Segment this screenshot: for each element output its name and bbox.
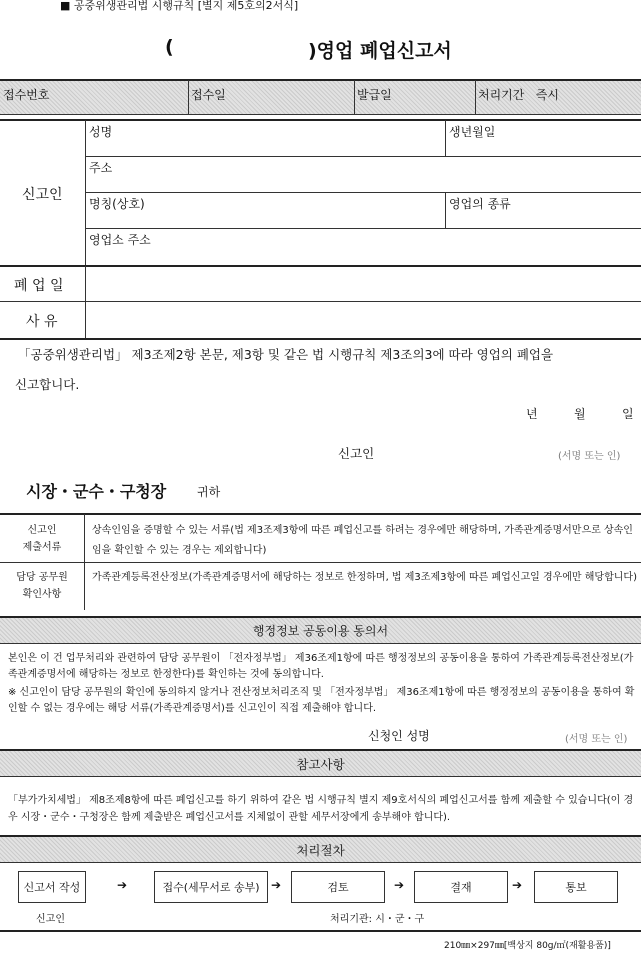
- procedure-header: 처리절차: [296, 843, 345, 858]
- arrow-icon: ➔: [394, 878, 405, 892]
- arrow-icon: ➔: [512, 878, 523, 892]
- year-label: 년: [526, 407, 538, 421]
- consent-text: 본인은 이 건 업무처리와 관련하여 담당 공무원이 「전자정부법」 제36조제1항에 따른 행정정보의 공동이용을 통하여 가족관계등록전산정보(가족관계증명서에 해당하는 정보로 한정한다)를 확인하는 것에 동의합니다.: [8, 653, 634, 680]
- reference-header: 참고사항: [296, 757, 345, 772]
- day-label: 일: [622, 407, 634, 421]
- reference-text: 「부가가치세법」 제8조제8항에 따른 폐업신고를 하기 위하여 같은 법 시행규칙 별지 제9호서식의 폐업신고서를 함께 제출할 수 있습니다(이 경우 시장・군수・구청장은 함께 제출받은 폐업신고서를 지체없이 관할 세무서장에게 송부해야 합니다).: [8, 795, 634, 823]
- verify-label-line1: 담당 공무원: [16, 572, 68, 583]
- issue-date-label: 발급일: [357, 88, 392, 102]
- address-label: 주소: [89, 161, 113, 175]
- step-notification: 통보: [534, 871, 618, 903]
- page-title: )영업 폐업신고서: [308, 40, 452, 62]
- reporter-section-label: 신고인: [22, 187, 63, 203]
- paper-spec-footer: 210㎜×297㎜[백상지 80g/㎡(재활용품)]: [444, 941, 611, 951]
- addressee-name: 시장・군수・구청장: [26, 482, 167, 501]
- statement-line-1: 「공중위생관리법」 제3조제2항 본문, 제3항 및 같은 법 시행규칙 제3조의3에 따라 영업의 폐업을: [18, 347, 554, 362]
- submit-docs-label-line2: 제출서류: [22, 542, 62, 553]
- signature-note: (서명 또는 인): [558, 451, 621, 462]
- step-approval: 결재: [414, 871, 508, 903]
- step-write-form: 신고서 작성: [18, 871, 86, 903]
- business-address-label: 영업소 주소: [89, 233, 151, 247]
- consent-header: 행정정보 공동이용 동의서: [252, 624, 389, 638]
- procedure-left-caption: 신고인: [36, 914, 65, 925]
- submit-docs-label: [0, 522, 84, 556]
- birth-date-label: 생년월일: [449, 125, 496, 139]
- closure-date-label: 폐 업 일: [14, 278, 64, 294]
- reason-label: 사 유: [26, 314, 58, 330]
- verify-label-line2: 확인사항: [22, 589, 62, 600]
- submit-docs-text: 상속인임을 증명할 수 있는 서류(법 제3조제3항에 따른 폐업신고를 하려는 경우에만 해당하며, 가족관계증명서만으로 상속인임을 확인할 수 있는 경우는 제외합니다): [92, 525, 633, 556]
- procedure-right-caption: 처리기관: 시・군・구: [330, 914, 425, 925]
- arrow-icon: ➔: [117, 878, 128, 892]
- form-reference: ■ 공중위생관리법 시행규칙 [별지 제5호의2서식]: [60, 0, 299, 12]
- month-label: 월: [574, 407, 586, 421]
- arrow-icon: ➔: [271, 878, 282, 892]
- receipt-date-label: 접수일: [191, 88, 226, 102]
- title-open-paren: (: [165, 36, 174, 58]
- verify-text: 가족관계등록전산정보(가족관계증명서에 해당하는 정보로 한정하며, 법 제3조제3항에 따른 폐업신고일 경우에만 해당합니다): [92, 572, 637, 583]
- consent-note: ※ 신고인이 담당 공무원의 확인에 동의하지 않거나 전산정보처리조직 및 「전자정부법」 제36조제1항에 따른 행정정보의 공동이용을 통하여 확인할 수 없는 경우에는 해당 서류(가족관계증명서)를 신고인이 직접 제출해야 합니다.: [8, 687, 635, 714]
- step-receipt: 접수(세무서로 송부): [154, 871, 268, 903]
- consent-signature-note: (서명 또는 인): [565, 734, 628, 745]
- addressee-honorific: 귀하: [197, 485, 221, 499]
- signer-label: 신고인: [338, 446, 375, 461]
- step-review: 검토: [291, 871, 385, 903]
- applicant-name-label: 신청인 성명: [368, 729, 430, 743]
- business-name-label: 명칭(상호): [89, 197, 145, 211]
- processing-period-label: 처리기간 즉시: [478, 88, 559, 102]
- verify-label: [0, 569, 84, 603]
- statement-line-2: 신고합니다.: [15, 377, 80, 392]
- receipt-number-label: 접수번호: [3, 88, 50, 102]
- submit-docs-label-line1: 신고인: [27, 525, 57, 536]
- name-label: 성명: [89, 125, 113, 139]
- business-type-label: 영업의 종류: [449, 197, 511, 211]
